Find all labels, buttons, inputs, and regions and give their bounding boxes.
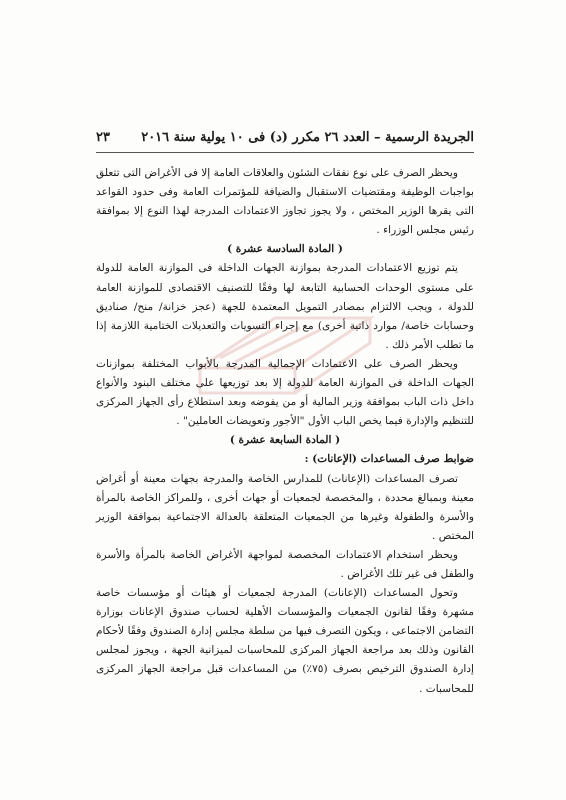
paragraph-aggregate-allocations: ويحظر الصرف على الاعتمادات الإجمالية المدرجة بالأبواب المختلفة بموازنات الجهات الداخلة فى الموازنة العامة للدولة إلا بعد توزيعها على مختلف البنود والأنواع داخل ذات الباب بموافقة وزير المالية أو من يفوضه وبعد استطلاع رأى الجهاز المركزى للتنظيم والإدارة فيما يخص الباب الأول "الأجور وتعويضات العاملين" . xyxy=(96,357,474,428)
page-number: ٢٣ xyxy=(96,130,110,145)
header-title: الجريدة الرسمية – العدد ٢٦ مكرر (د) فى ١٠ يولية سنة ٢٠١٦ xyxy=(141,130,474,145)
document-body xyxy=(96,164,474,699)
header-rule xyxy=(96,152,474,153)
article-heading-17: ( المادة السابعة عشرة ) xyxy=(229,434,341,447)
paragraph-grants-disbursement: تصرف المساعدات (الإعانات) للمدارس الخاصة والمدرجة بجهات معينة أو أغراض معينة وبمبالغ محددة ، والمخصصة لجمعيات أو جهات أخرى ، وللمراكز الخاصة بالمرأة والأسرة والطفولة وغيرها من الجمعيات المتعلقة بالعدالة الاجتماعية بموافقة الوزير المختص . xyxy=(96,472,474,542)
paragraph-grants-transfer: وتحول المساعدات (الإعانات) المدرجة لجمعيات أو هيئات أو مؤسسات خاصة مشهرة وفقًا لقانون الجمعيات والمؤسسات الأهلية لحساب صندوق الإعانات بوزارة التضامن الاجتماعى ، ويكون التصرف فيها من سلطة مجلس إدارة الصندوق وفقًا لأحكام القانون وذلك بعد مراجعة الجهاز المركزى للمحاسبات لميزانية الجهة ، ويجوز لمجلس إدارة الصندوق الترخيص بصرف (٧٥٪) من المساعدات قبل مراجعة الجهاز المركزى للمحاسبات . xyxy=(96,587,474,695)
paragraph-women-family-allocations: ويحظر استخدام الاعتمادات المخصصة لمواجهة الأغراض الخاصة بالمرأة والأسرة والطفل فى غير تلك الأغراض . xyxy=(96,548,474,580)
paragraph-public-relations: ويحظر الصرف على نوع نفقات الشئون والعلاقات العامة إلا فى الأغراض التى تتعلق بواجبات الوظيفة ومقتضيات الاستقبال والضيافة للمؤتمرات العامة وفى حدود القواعد التى يقرها الوزير المختص ، ولا يجوز تجاوز الاعتمادات المدرجة لهذا النوع إلا بموافقة رئيس مجلس الوزراء . xyxy=(95,167,474,237)
article-heading-16: ( المادة السادسة عشرة ) xyxy=(227,243,343,256)
page-header xyxy=(96,130,474,145)
paragraph-allocation-distribution: يتم توزيع الاعتمادات المدرجة بموازنة الجهات الداخلة فى الموازنة العامة للدولة على مستوى الوحدات الحسابية التابعة لها وفقًا للتصنيف الاقتصادى للموازنة العامة للدولة ، ويجب الالتزام بمصادر التمويل المعتمدة للجهة (عجز خزانة/ منح/ صناديق وحسابات خاصة/ موارد ذاتية أخرى) مع إجراء التسويات والتعديلات الختامية اللازمة إذا ما تطلب الأمر ذلك . xyxy=(96,262,474,351)
subheading-grants-rules: ضوابط صرف المساعدات (الإعانات) : xyxy=(304,453,474,466)
